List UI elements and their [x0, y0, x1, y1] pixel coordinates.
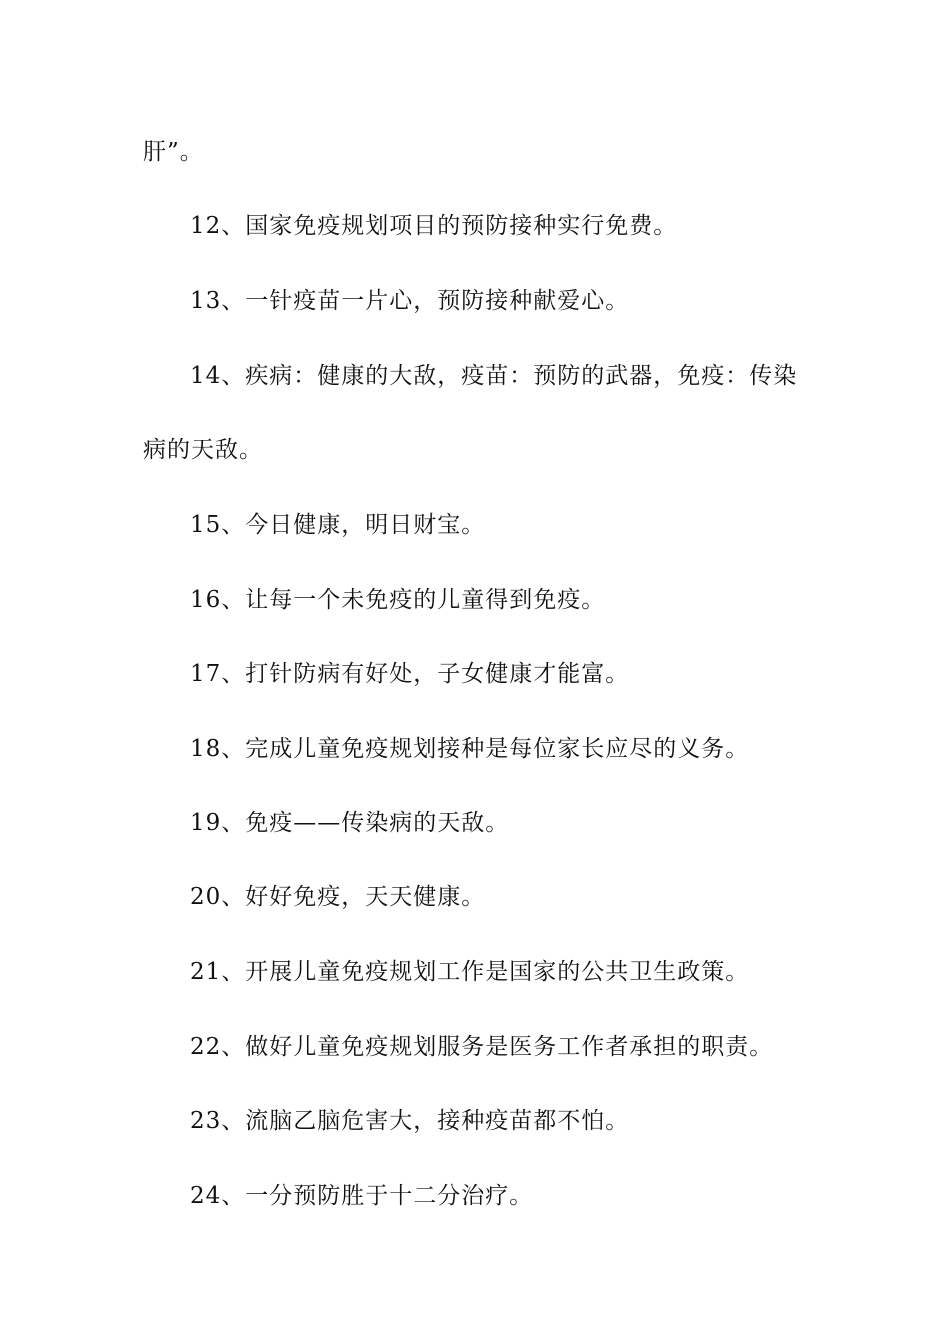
- slogan-17: 17、打针防病有好处，子女健康才能富。: [190, 661, 630, 687]
- slogan-18: 18、完成儿童免疫规划接种是每位家长应尽的义务。: [190, 736, 750, 762]
- slogan-13: 13、一针疫苗一片心，预防接种献爱心。: [190, 288, 630, 314]
- slogan-16: 16、让每一个未免疫的儿童得到免疫。: [190, 587, 606, 613]
- slogan-24: 24、一分预防胜于十二分治疗。: [190, 1183, 534, 1209]
- slogan-20: 20、好好免疫，天天健康。: [190, 884, 486, 910]
- slogan-23: 23、流脑乙脑危害大，接种疫苗都不怕。: [190, 1108, 630, 1134]
- slogan-22: 22、做好儿童免疫规划服务是医务工作者承担的职责。: [190, 1034, 774, 1060]
- slogan-15: 15、今日健康，明日财宝。: [190, 512, 486, 538]
- slogan-14: 14、疾病：健康的大敌，疫苗：预防的武器，免疫：传染: [190, 363, 798, 389]
- continuation-line: 肝”。: [143, 139, 204, 165]
- slogan-19: 19、免疫——传染病的天敌。: [190, 810, 510, 836]
- slogan-21: 21、开展儿童免疫规划工作是国家的公共卫生政策。: [190, 959, 750, 985]
- slogan-14-continued: 病的天敌。: [143, 437, 263, 463]
- slogan-12: 12、国家免疫规划项目的预防接种实行免费。: [190, 213, 678, 239]
